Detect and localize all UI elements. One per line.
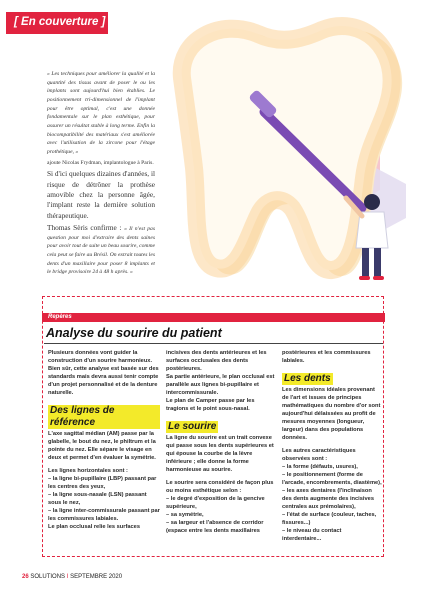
intro-attribution: ajoute Nicolas Frydman, implantologue à Paris. (47, 159, 154, 166)
subheading-lignes-reference: Des lignes de référence (48, 405, 160, 429)
intro-paragraph-3-quote: « Il n'est pas question pour moi d'extraire des dents saines pour avoir tout de suite un beau sourire, comme cela peut se faire au Brésil. On extrait toutes les dents d'un maxillaire pour poser 8 implants et le bridge provisoire 24 à 48 h après. » (47, 226, 156, 276)
col2-plan-occlusal: Sa partie antérieure, le plan occlusal est parallèle aux lignes bi-pupillaire et intercommissurale. (166, 373, 275, 396)
dentist-leg-right (374, 248, 381, 278)
reperes-tag-bar (42, 313, 385, 322)
tooth-dentist-drawing (150, 12, 424, 292)
tooth-illustration (150, 12, 424, 292)
title-rule (44, 343, 383, 344)
col2-esthetique-intro: Le sourire sera considéré de façon plus ou moins esthétique selon : (166, 479, 274, 494)
reperes-tag-label: Repères (48, 314, 72, 320)
box-title: Analyse du sourire du patient (46, 326, 222, 340)
col3-dimensions: Les dimensions idéales provenant de l'art et issues de principes mathématiques du nombre d'or sont aujourd'hui délaissées au profit de mesures moyennes (longueur, largeur) dans des populations données. (282, 386, 381, 441)
subheading-dents: Les dents (284, 372, 331, 384)
list-item: – sa largeur et l'absence de corridor (espace entre les dents maxillaires (166, 519, 264, 534)
box-column-3 (282, 350, 382, 544)
rubric-label: [ En couverture ] (14, 16, 106, 28)
page-footer (22, 574, 122, 580)
col3-caracteristiques-intro: Les autres caractéristiques observées sont : (282, 447, 356, 462)
list-item: – la ligne bi-pupillaire (LBP) passant par les centres des yeux, (48, 475, 157, 490)
list-item: – l'état de surface (couleur, taches, fissures...) (282, 511, 377, 526)
list-item: – la ligne inter-commissurale passant par les commissures labiales. (48, 507, 160, 522)
list-item: – la forme (défauts, usures), (282, 463, 358, 470)
col2-plan-camper: Le plan de Camper passe par les tragions et le point sous-nasal. (166, 397, 255, 412)
col2-list (166, 496, 278, 536)
list-item: – les axes dentaires (l'inclinaison des dents augmente des incisives centrales aux prémolaires), (282, 487, 374, 510)
intro-quote: « Les techniques pour améliorer la qualité et la quantité des tissus avant de poser le ou les implants sont aujourd'hui bien établies. Le positionnement tri-dimensionnel de l'implant pour être optimal, c'est une donnée fondamentale sur le plan esthétique, pour assurer un résultat stable à long terme. Enfin la biocompatibilité des matériaux s'est améliorée avec l'utilisation de la zircone pour l'étage prothétique, » (47, 71, 155, 155)
dentist-shoe-right (373, 276, 384, 280)
col1-axe-sagittal: L'axe sagittal médian (AM) passe par la glabelle, le bout du nez, le philtrum et la pointe du nez. Elle sépare le visage en deux et permet d'en évaluer la symétrie. (48, 430, 156, 461)
section-rubric (6, 12, 108, 34)
box-column-1 (48, 350, 160, 532)
list-item: – le positionnement (forme de l'arcade, encombrements, diastème), (282, 471, 382, 486)
list-item: Le plan occlusal relie les surfaces (48, 523, 140, 530)
col1-horizontal-intro: Les lignes horizontales sont : (48, 467, 128, 474)
box-column-2 (166, 350, 278, 536)
subheading-sourire: Le sourire (168, 420, 217, 432)
list-item: – sa symétrie, (166, 511, 204, 518)
footer-separator: I (66, 574, 69, 580)
intro-paragraph-3-lead: Thomas Sèris confirme : (47, 223, 125, 233)
issue-date: SEPTEMBRE 2020 (70, 574, 123, 580)
list-item: – le degré d'exposition de la gencive supérieure, (166, 495, 265, 510)
col1-intro: Plusieurs données vont guider la construction d'un sourire harmonieux. Bien sûr, cette analyse est basée sur des standards mais devra aussi tenir compte d'un projet personnalisé et de la denture naturelle. (48, 350, 159, 396)
list-item: – le niveau du contact interdentaire... (282, 527, 342, 542)
dentist-shoe-left (359, 276, 370, 280)
dentist-legs (362, 248, 369, 278)
list-item: – la ligne sous-nasale (LSN) passant sous le nez, (48, 491, 147, 506)
page-number: 26 (22, 574, 29, 580)
col2-ligne-sourire: La ligne du sourire est un trait convexe qui passe sous les dents supérieures et qui épouse la courbe de la lèvre inférieure ; elle donne la forme harmonieuse au sourire. (166, 434, 274, 473)
intro-paragraph-2: Si d'ici quelques dizaines d'années, il risque de détrôner la prothèse amovible chez la personne âgée, l'implant reste la dernière solution thérapeutique. (47, 169, 156, 220)
col3-continuation: postérieures et les commissures labiales. (282, 350, 371, 364)
intro-text (47, 70, 155, 279)
dentist-head (364, 194, 380, 210)
col3-list (282, 464, 382, 544)
col1-list (48, 476, 160, 532)
col2-continuation: incisives des dents antérieures et les surfaces occlusales des dents postérieures. (166, 350, 267, 372)
magazine-name: SOLUTIONS (30, 574, 66, 580)
